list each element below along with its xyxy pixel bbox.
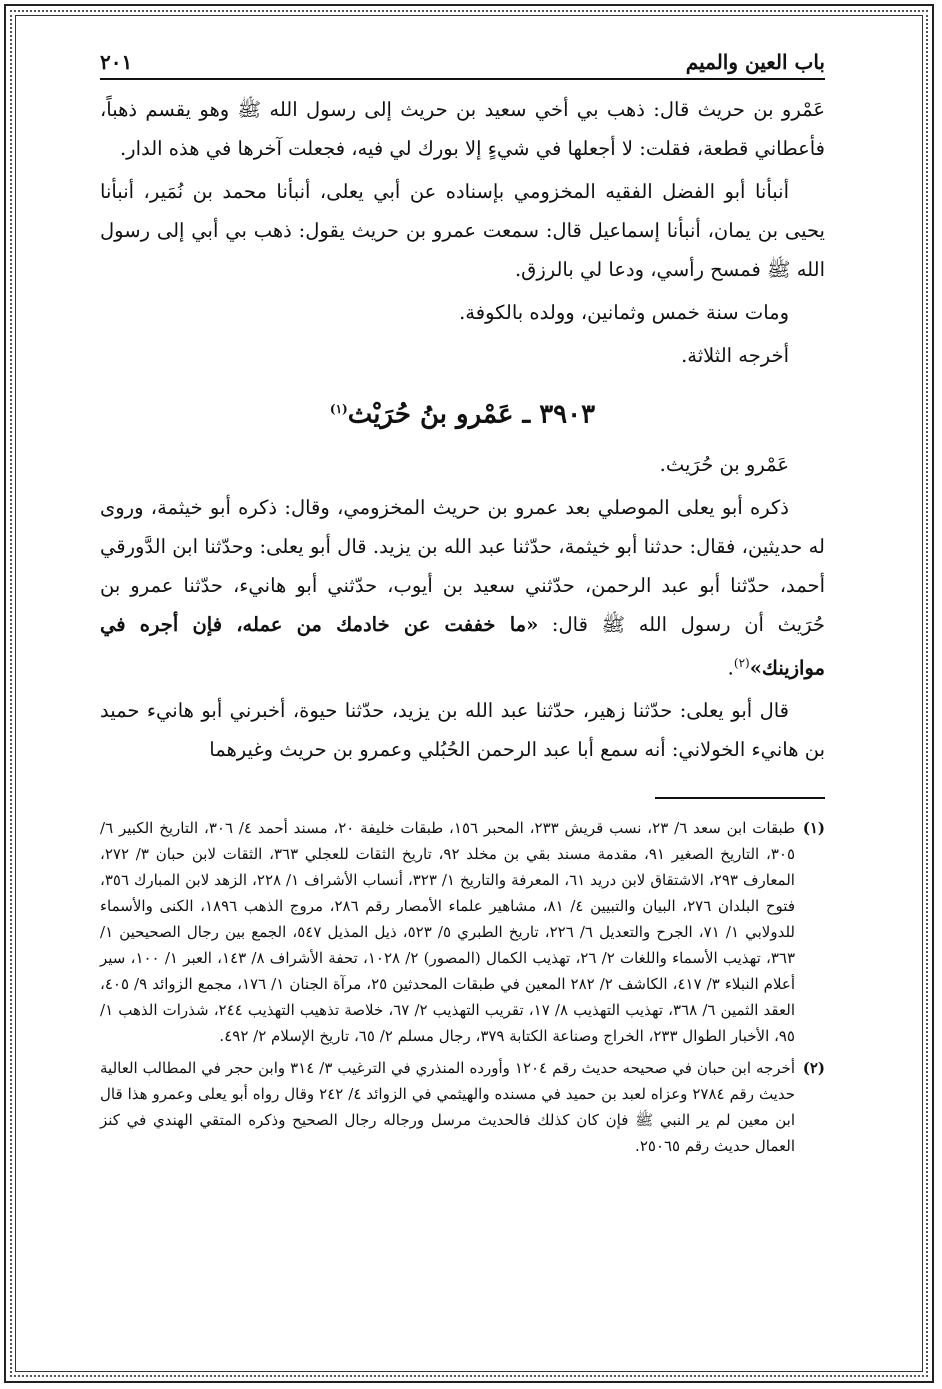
footnote-marker: (١) <box>329 402 348 416</box>
page-number: ٢٠١ <box>100 50 133 74</box>
footnote-separator <box>655 797 825 799</box>
paragraph: ومات سنة خمس وثمانين، وولده بالكوفة. <box>459 301 789 324</box>
paragraph: قال أبو يعلى: حدّثنا زهير، حدّثنا عبد الله بن يزيد، حدّثنا حيوة، أخبرني أبو هانيء حميد بن هانيء الخولاني: أنه سمع أبا عبد الرحمن الحُبُلي وعمرو بن حريث وغيرهما <box>100 699 825 762</box>
footnote-text: طبقات ابن سعد ٦/ ٢٣، نسب قريش ٢٣٣، المحبر ١٥٦، طبقات خليفة ٢٠، مسند أحمد ٤/ ٣٠٦، التاريخ الكبير ٦/ ٣٠٥، التاريخ الصغير ٩١، مقدمة مسند بقي بن مخلد ٩٢، تاريخ الثقات للعجلي ٣٦٣، الثقات لابن حبان ٣/ ٢٧٢، المعارف ٢٩٣، الاشتقاق لابن دريد ٦١، المعرفة والتاريخ ١/ ٣٢٣، أنساب الأشراف ١/ ٢٢٨، الزهد لابن المبارك ٣٥٦، فتوح البلدان ٢٧٦، البيان والتبيين ٤/ ٨١، مشاهير علماء الأمصار رقم ٢٨٦، مروج الذهب ١٨٩٦، الكنى والأسماء للدولابي ١/ ٧١، الجرح والتعديل ٦/ ٢٢٦، تاريخ الطبري ٥/ ٥٢٣، ذيل المذيل ٥٤٧، الجمع بين رجال الصحيحين ١/ ٣٦٣، تهذيب الأسماء واللغات ٢/ ٢٦، تهذيب الكمال (المصور) ٢/ ١٠٢٨، تحفة الأشراف ٨/ ١٤٣، العبر ١/ ١٠٠، سير أعلام النبلاء ٣/ ٤١٧، الكاشف ٢/ ٢٨٢ المعين في طبقات المحدثين ٢٥، مرآة الجنان ١/ ١٧٦، مجمع الزوائد ٩/ ٤٠٥، العقد الثمين ٦/ ٣٦٨، تهذيب التهذيب ٨/ ١٧، تقريب التهذيب ٢/ ٦٧، خلاصة تذهيب التهذيب ٢٤٤، شذرات الذهب ١/ ٩٥، الأخبار الطوال ٢٣٣، الخراج وصناعة الكتابة ٣٧٩، رجال مسلم ٢/ ٦٥، تاريخ الإسلام ٢/ ٤٩٢. <box>100 819 796 1046</box>
entry-heading <box>100 389 825 435</box>
chapter-title: باب العين والميم <box>685 50 825 74</box>
footnote <box>100 815 825 1049</box>
footnote-text: أخرجه ابن حبان في صحيحه حديث رقم ١٢٠٤ وأورده المنذري في الترغيب ٣/ ٣١٤ وابن حجر في المطالب العالية حديث رقم ٢٧٨٤ وعزاه لعبد بن حميد في مسنده والهيثمي في الزوائد ٤/ ٢٤٢ وقال رواه أبو يعلى وعمرو هذا قال ابن معين لم ير النبي ﷺ فإن كان كذلك فالحديث مرسل ورجاله رجال الصحيح وذكره المتقي الهندي في كنز العمال حديث رقم ٢٥٠٦٥. <box>100 1059 795 1156</box>
page-content <box>100 50 825 1165</box>
paragraph: عَمْرو بن حريث قال: ذهب بي أخي سعيد بن حريث إلى رسول الله ﷺ وهو يقسم ذهباً، فأعطاني قطعة، فقلت: لا أجعلها في شيءٍ إلا بورك لي فيه، فجعلت آخرها في هذه الدار. <box>100 98 825 160</box>
running-header <box>100 50 825 80</box>
hadith-quote: «ما خففت عن خادمك من عمله، فإن أجره في موازينك» <box>100 612 825 680</box>
paragraph <box>100 488 825 688</box>
paragraph-text: ذكره أبو يعلى الموصلي بعد عمرو بن حريث المخزومي، وقال: ذكره أبو خيثمة، وروى له حديثين، فقال: حدثنا أبو خيثمة، حدّثنا عبد الله بن يزيد. قال أبو يعلى: وحدّثنا ابن الدَّورقي أحمد، حدّثنا أبو عبد الرحمن، حدّثني سعيد بن أيوب، حدّثني أبو هانيء، حدّثنا عمرو بن حُرَيث أن رسول الله ﷺ قال: <box>100 495 825 636</box>
footnote-marker: (٢) <box>733 655 750 670</box>
footnote-number: (١) <box>802 819 825 838</box>
footnote-number: (٢) <box>802 1059 825 1078</box>
paragraph: عَمْرو بن حُرَيث. <box>659 452 789 476</box>
paragraph: أنبأنا أبو الفضل الفقيه المخزومي بإسناده عن أبي يعلى، أنبأنا محمد بن نُمَير، أنبأنا يحيى بن يمان، أنبأنا إسماعيل قال: سمعت عمرو بن حريث يقول: ذهب بي أبي إلى رسول الله ﷺ فمسح رأسي، ودعا لي بالرزق. <box>100 180 825 281</box>
paragraph: أخرجه الثلاثة. <box>681 344 789 367</box>
entry-heading-text: ٣٩٠٣ ـ عَمْرو بنُ حُرَيْث <box>347 399 596 430</box>
paragraph-end: . <box>727 656 734 680</box>
footnote <box>100 1055 825 1159</box>
